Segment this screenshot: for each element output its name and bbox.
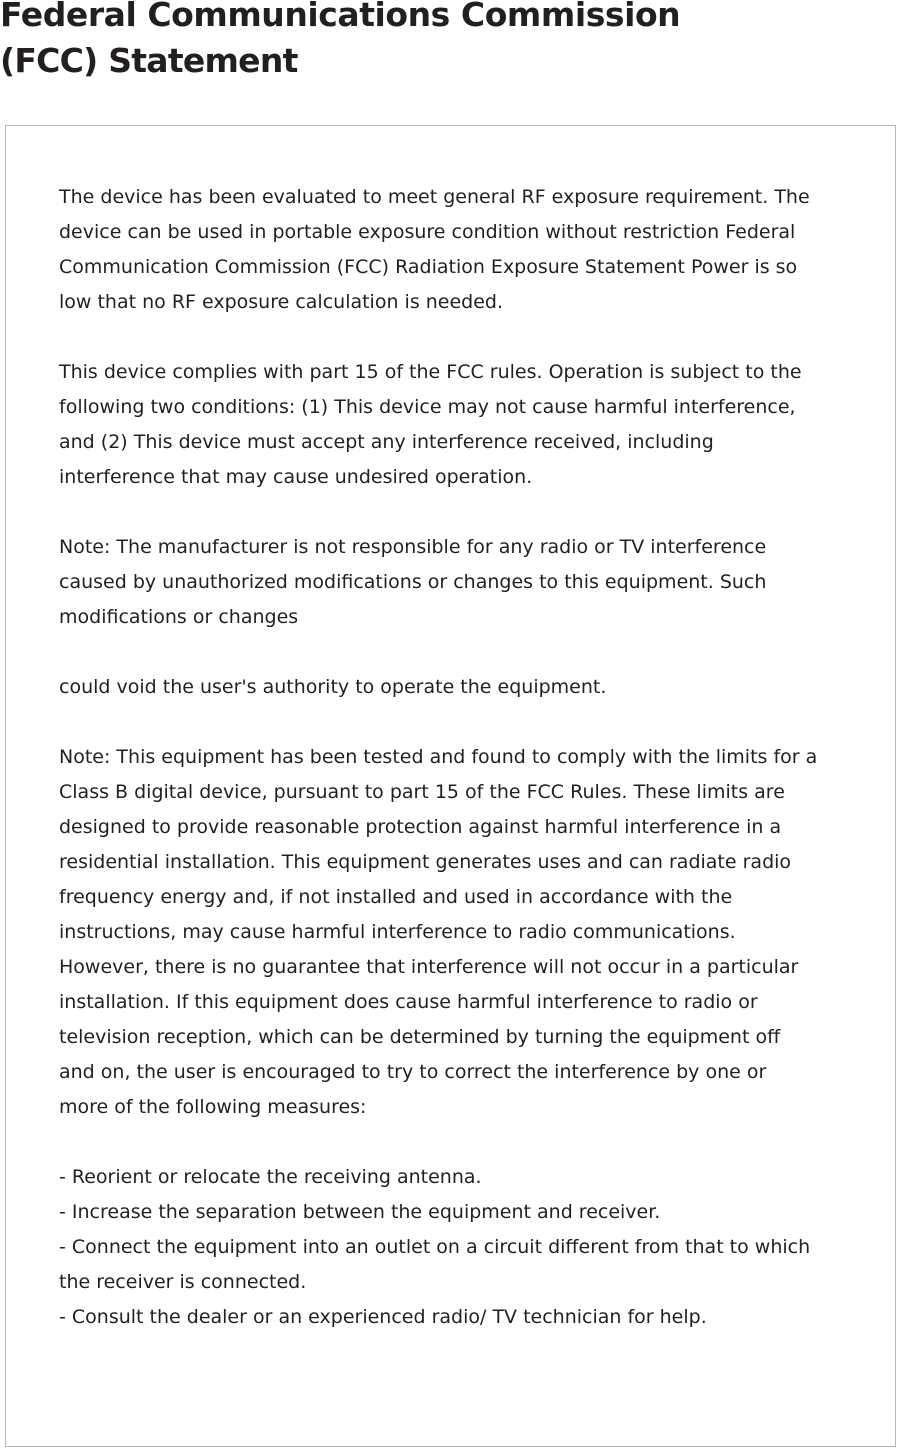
text-line: low that no RF exposure calculation is needed. (59, 291, 504, 313)
text-line: residential installation. This equipment generates uses and can radiate radio (59, 851, 792, 873)
text-line: - Consult the dealer or an experienced radio/ TV technician for help. (59, 1306, 707, 1328)
paragraph-manufacturer-note (59, 530, 889, 635)
text-line: designed to provide reasonable protection against harmful interference in a (59, 816, 782, 838)
text-line: instructions, may cause harmful interference to radio communications. (59, 921, 736, 943)
list-item (59, 1300, 889, 1335)
text-line: - Reorient or relocate the receiving antenna. (59, 1166, 482, 1188)
text-line: following two conditions: (1) This device may not cause harmful interference, (59, 396, 796, 418)
text-line: Note: The manufacturer is not responsible for any radio or TV interference (59, 536, 767, 558)
text-line: However, there is no guarantee that interference will not occur in a particular (59, 956, 799, 978)
text-line: television reception, which can be determined by turning the equipment off (59, 1026, 781, 1048)
text-line: more of the following measures: (59, 1096, 367, 1118)
text-line: interference that may cause undesired operation. (59, 466, 533, 488)
text-line: This device complies with part 15 of the FCC rules. Operation is subject to the (59, 361, 802, 383)
text-line: the receiver is connected. (59, 1271, 307, 1293)
text-line: could void the user's authority to operate the equipment. (59, 676, 607, 698)
title-line-2: (FCC) Statement (0, 41, 298, 80)
list-item (59, 1195, 889, 1230)
text-line: installation. If this equipment does cause harmful interference to radio or (59, 991, 758, 1013)
paragraph-gap (59, 1125, 889, 1160)
text-line: Class B digital device, pursuant to part 15 of the FCC Rules. These limits are (59, 781, 785, 803)
text-line: Note: This equipment has been tested and found to comply with the limits for a (59, 746, 818, 768)
paragraph-gap (59, 705, 889, 740)
text-line: device can be used in portable exposure condition without restriction Federal (59, 221, 796, 243)
text-line: modifications or changes (59, 606, 299, 628)
paragraph-gap (59, 320, 889, 355)
text-line: The device has been evaluated to meet general RF exposure requirement. The (59, 186, 810, 208)
page-title (0, 0, 898, 84)
paragraph-part15-compliance (59, 355, 889, 495)
text-line: caused by unauthorized modifications or changes to this equipment. Such (59, 571, 767, 593)
text-line: - Connect the equipment into an outlet on a circuit different from that to which (59, 1236, 811, 1258)
paragraph-gap (59, 635, 889, 670)
statement-text (59, 180, 889, 1335)
text-line: Communication Commission (FCC) Radiation Exposure Statement Power is so (59, 256, 798, 278)
text-line: frequency energy and, if not installed and used in accordance with the (59, 886, 733, 908)
text-line: and (2) This device must accept any interference received, including (59, 431, 714, 453)
text-line: and on, the user is encouraged to try to correct the interference by one or (59, 1061, 767, 1083)
paragraph-void-authority (59, 670, 889, 705)
paragraph-rf-exposure (59, 180, 889, 320)
paragraph-class-b-note (59, 740, 889, 1125)
list-item (59, 1230, 889, 1300)
paragraph-gap (59, 495, 889, 530)
measures-list (59, 1160, 889, 1335)
text-line: - Increase the separation between the equipment and receiver. (59, 1201, 661, 1223)
title-line-1: Federal Communications Commission (0, 0, 681, 34)
list-item (59, 1160, 889, 1195)
